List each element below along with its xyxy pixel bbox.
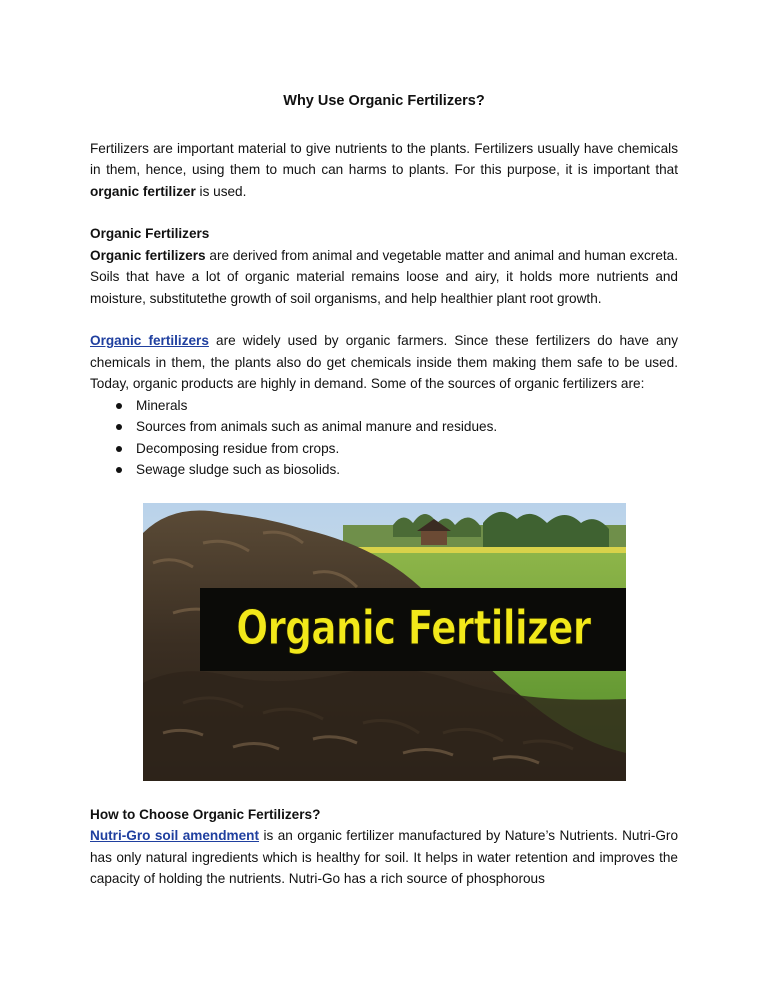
page-title: Why Use Organic Fertilizers?: [283, 93, 485, 109]
banner-text: Organic Fertilizer: [235, 601, 591, 657]
organic-fertilizers-link[interactable]: Organic fertilizers: [90, 333, 209, 348]
intro-text-after: is used.: [195, 183, 247, 199]
list-item: Decomposing residue from crops.: [114, 438, 678, 460]
image-banner: [200, 588, 626, 671]
intro-paragraph: [90, 138, 678, 203]
organic-fertilizer-image: [143, 503, 626, 781]
list-item: Sewage sludge such as biosolids.: [114, 459, 678, 481]
organic-farmers-paragraph: [90, 330, 678, 395]
nutri-gro-paragraph: [90, 825, 678, 890]
list-item: Minerals: [114, 395, 678, 417]
nutri-gro-link[interactable]: Nutri-Gro soil amendment: [90, 828, 260, 843]
document-page: [90, 91, 678, 890]
organic-fertilizers-paragraph: [90, 245, 678, 310]
sources-list: [90, 395, 678, 481]
organic-fertilizers-bold-term: Organic fertilizers: [90, 247, 206, 263]
list-item: Sources from animals such as animal manure and residues.: [114, 416, 678, 438]
intro-bold-term: organic fertilizer: [90, 183, 196, 199]
intro-text-before: Fertilizers are important material to give nutrients to the plants. Fertilizers usually have chemicals in them, hence, using them to much can harms to plants. For this purpose, it is important that: [90, 140, 678, 177]
nutri-gro-text: is an organic fertilizer manufactured by Nature’s Nutrients. Nutri-Gro has only natural ingredients which is healthy for soil. It helps in water retention and improves the capacity of holding the nutrients. Nutri-Go has a rich source of phosphorous: [90, 828, 679, 886]
section-heading-organic-fertilizers: Organic Fertilizers: [90, 226, 210, 241]
organic-fertilizers-text: are derived from animal and vegetable matter and animal and human excreta. Soils that have a lot of organic material remains loose and airy, it holds more nutrients and moisture, substitutethe growth of soil organisms, and help healthier plant root growth.: [90, 247, 678, 306]
section-heading-how-to-choose: How to Choose Organic Fertilizers?: [90, 806, 321, 822]
organic-farmers-text: are widely used by organic farmers. Since these fertilizers do have any chemicals in them, the plants also do get chemicals inside them making them safe to be used. Today, organic products are highly in demand. Some of the sources of organic fertilizers are:: [90, 333, 678, 391]
